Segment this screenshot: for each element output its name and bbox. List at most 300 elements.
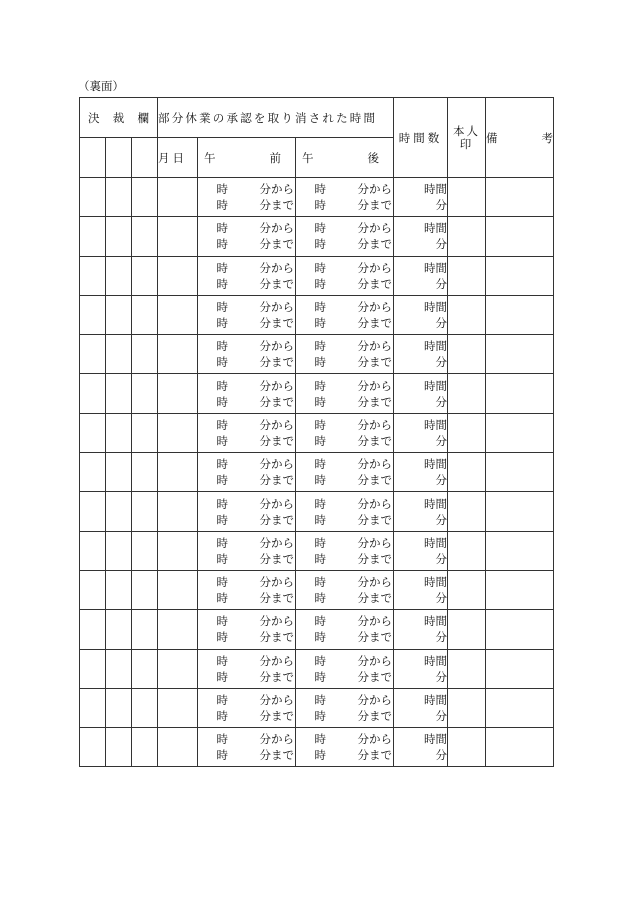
minute-from-label: 分から (259, 221, 294, 236)
minute-to-label: 分まで (357, 394, 392, 409)
minutes-label: 分 (435, 551, 447, 566)
am-time-cell[interactable] (198, 610, 296, 649)
hours-count-cell[interactable] (394, 728, 448, 767)
approver-seal-cell[interactable] (132, 178, 158, 217)
minutes-label: 分 (435, 198, 447, 213)
date-cell[interactable] (158, 256, 198, 295)
remarks-cell[interactable] (486, 570, 554, 609)
approver-seal-cell[interactable] (132, 531, 158, 570)
minute-to-label: 分まで (259, 748, 294, 763)
hours-count-cell[interactable] (394, 610, 448, 649)
hour-label: 時 (216, 433, 228, 448)
minute-to-label: 分まで (357, 591, 392, 606)
minute-to-label: 分まで (357, 709, 392, 723)
hour-label: 時 (216, 732, 228, 747)
hour-label: 時 (216, 653, 228, 668)
hours-label: 時間 (424, 457, 447, 472)
personal-seal-cell[interactable] (448, 610, 486, 649)
am-time-cell[interactable] (198, 335, 296, 374)
minute-from-label: 分から (259, 300, 294, 315)
approver-seal-cell[interactable] (106, 728, 132, 767)
approver-seal-cell[interactable] (106, 217, 132, 256)
hour-label: 時 (216, 614, 228, 629)
approver-seal-cell[interactable] (132, 374, 158, 413)
hour-label: 時 (314, 316, 326, 331)
approver-seal-cell[interactable] (80, 256, 106, 295)
table-row (80, 649, 554, 688)
hour-label: 時 (216, 394, 228, 409)
hour-label: 時 (216, 473, 228, 488)
minutes-label: 分 (435, 394, 447, 409)
remarks-cell[interactable] (486, 217, 554, 256)
hour-label: 時 (314, 237, 326, 252)
remarks-cell[interactable] (486, 374, 554, 413)
minute-from-label: 分から (357, 417, 392, 432)
hours-label: 時間 (424, 182, 447, 197)
approver-seal-cell[interactable] (80, 178, 106, 217)
table-row (80, 453, 554, 492)
kessai-header (80, 98, 158, 138)
hour-label: 時 (314, 512, 326, 527)
minute-to-label: 分まで (357, 316, 392, 331)
hour-label: 時 (314, 221, 326, 236)
minute-to-label: 分まで (357, 473, 392, 488)
remarks-cell[interactable] (486, 413, 554, 452)
approver-seal-cell[interactable] (132, 570, 158, 609)
minute-from-label: 分から (357, 732, 392, 747)
hours-count-cell[interactable] (394, 570, 448, 609)
date-cell[interactable] (158, 178, 198, 217)
approver-seal-cell[interactable] (106, 492, 132, 531)
am-time-cell[interactable] (198, 217, 296, 256)
approver-seal-cell[interactable] (132, 492, 158, 531)
minute-from-label: 分から (357, 653, 392, 668)
remarks-cell[interactable] (486, 649, 554, 688)
date-cell[interactable] (158, 610, 198, 649)
pm-char-2: 後 (367, 150, 379, 165)
pm-time-cell[interactable] (296, 374, 394, 413)
am-time-cell[interactable] (198, 413, 296, 452)
hours-label: 時間 (424, 535, 447, 550)
am-header (198, 138, 296, 178)
date-header: 月日 (158, 138, 198, 178)
hours-count-cell[interactable] (394, 453, 448, 492)
hours-count-cell[interactable] (394, 335, 448, 374)
hours-count-cell[interactable] (394, 374, 448, 413)
hours-label: 時間 (424, 300, 447, 315)
approver-seal-cell[interactable] (132, 688, 158, 727)
minute-to-label: 分まで (357, 355, 392, 370)
hours-label: 時間 (424, 575, 447, 590)
minute-from-label: 分から (357, 378, 392, 393)
hours-label: 時間 (424, 260, 447, 275)
am-time-cell[interactable] (198, 178, 296, 217)
personal-seal-cell[interactable] (448, 531, 486, 570)
approver-seal-cell[interactable] (106, 610, 132, 649)
pm-time-cell[interactable] (296, 610, 394, 649)
minute-from-label: 分から (259, 653, 294, 668)
minutes-label: 分 (435, 512, 447, 527)
minute-to-label: 分まで (259, 198, 294, 213)
hour-label: 時 (216, 693, 228, 707)
approver-seal-cell[interactable] (106, 688, 132, 727)
kessai-char-2: 裁 (112, 110, 125, 125)
approver-seal-cell[interactable] (106, 531, 132, 570)
remarks-cell[interactable] (486, 178, 554, 217)
approver-seal-cell[interactable] (80, 295, 106, 334)
hour-label: 時 (216, 378, 228, 393)
hours-label: 時間 (424, 732, 447, 747)
hour-label: 時 (314, 394, 326, 409)
pm-time-cell[interactable] (296, 453, 394, 492)
approver-seal-cell[interactable] (80, 531, 106, 570)
approver-seal-cell[interactable] (106, 453, 132, 492)
personal-seal-cell[interactable] (448, 295, 486, 334)
minute-from-label: 分から (259, 496, 294, 511)
hour-label: 時 (314, 496, 326, 511)
hours-count-cell[interactable] (394, 217, 448, 256)
date-cell[interactable] (158, 531, 198, 570)
hour-label: 時 (216, 417, 228, 432)
personal-seal-cell[interactable] (448, 217, 486, 256)
remarks-cell[interactable] (486, 335, 554, 374)
approver-seal-cell[interactable] (80, 492, 106, 531)
hours-count-cell[interactable] (394, 256, 448, 295)
personal-seal-cell[interactable] (448, 453, 486, 492)
hour-label: 時 (216, 355, 228, 370)
hour-label: 時 (216, 339, 228, 354)
minute-from-label: 分から (259, 693, 294, 707)
date-cell[interactable] (158, 453, 198, 492)
approver-seal-cell[interactable] (80, 335, 106, 374)
personal-seal-cell[interactable] (448, 728, 486, 767)
date-cell[interactable] (158, 413, 198, 452)
pm-time-cell[interactable] (296, 649, 394, 688)
pm-header (296, 138, 394, 178)
hour-label: 時 (216, 276, 228, 291)
hour-label: 時 (314, 693, 326, 707)
personal-seal-cell[interactable] (448, 256, 486, 295)
pm-time-cell[interactable] (296, 688, 394, 727)
cancelled-time-title: 部分休業の承認を取り消された時間 (158, 98, 394, 138)
approver-seal-cell[interactable] (80, 610, 106, 649)
hour-label: 時 (314, 339, 326, 354)
approver-seal-cell[interactable] (132, 649, 158, 688)
page-caption: （裏面） (78, 79, 124, 93)
minutes-label: 分 (435, 669, 447, 684)
hour-label: 時 (216, 182, 228, 197)
hour-label: 時 (314, 575, 326, 590)
table-row (80, 413, 554, 452)
pm-time-cell[interactable] (296, 492, 394, 531)
personal-seal-header (448, 98, 486, 178)
hour-label: 時 (314, 614, 326, 629)
minute-to-label: 分まで (357, 669, 392, 684)
personal-seal-cell[interactable] (448, 649, 486, 688)
approver-seal-cell[interactable] (106, 374, 132, 413)
remarks-cell[interactable] (486, 688, 554, 727)
pm-time-cell[interactable] (296, 217, 394, 256)
personal-seal-line2: 印 (459, 136, 474, 151)
hour-label: 時 (314, 709, 326, 723)
minute-from-label: 分から (357, 535, 392, 550)
date-cell[interactable] (158, 217, 198, 256)
minute-from-label: 分から (259, 535, 294, 550)
am-time-cell[interactable] (198, 492, 296, 531)
pm-time-cell[interactable] (296, 728, 394, 767)
minutes-label: 分 (435, 433, 447, 448)
am-time-cell[interactable] (198, 728, 296, 767)
hours-label: 時間 (424, 496, 447, 511)
minute-from-label: 分から (357, 496, 392, 511)
remarks-cell[interactable] (486, 295, 554, 334)
hour-label: 時 (216, 457, 228, 472)
hour-label: 時 (216, 221, 228, 236)
minute-from-label: 分から (259, 378, 294, 393)
date-cell[interactable] (158, 295, 198, 334)
hours-label: 時間 (424, 378, 447, 393)
minute-to-label: 分まで (259, 237, 294, 252)
approver-seal-cell[interactable] (80, 374, 106, 413)
personal-seal-cell[interactable] (448, 570, 486, 609)
hour-label: 時 (314, 473, 326, 488)
minute-to-label: 分まで (357, 433, 392, 448)
approver-seal-cell[interactable] (80, 570, 106, 609)
minute-to-label: 分まで (357, 551, 392, 566)
pm-time-cell[interactable] (296, 295, 394, 334)
table-row (80, 295, 554, 334)
table-row (80, 335, 554, 374)
minute-from-label: 分から (259, 417, 294, 432)
approver-seal-cell[interactable] (80, 728, 106, 767)
am-time-cell[interactable] (198, 649, 296, 688)
approver-seal-cell[interactable] (106, 295, 132, 334)
date-cell[interactable] (158, 688, 198, 727)
personal-seal-line1: 本人 (453, 123, 480, 138)
hour-label: 時 (314, 260, 326, 275)
remarks-char-1: 備 (486, 130, 498, 145)
approver-seal-cell[interactable] (132, 453, 158, 492)
hours-count-cell[interactable] (394, 531, 448, 570)
approver-seal-cell[interactable] (132, 335, 158, 374)
table-row (80, 178, 554, 217)
personal-seal-cell[interactable] (448, 374, 486, 413)
approver-seal-cell[interactable] (80, 217, 106, 256)
am-time-cell[interactable] (198, 531, 296, 570)
minute-to-label: 分まで (259, 709, 294, 723)
minutes-label: 分 (435, 630, 447, 645)
hour-label: 時 (314, 653, 326, 668)
table-row (80, 217, 554, 256)
hour-label: 時 (216, 198, 228, 213)
hours-count-cell[interactable] (394, 295, 448, 334)
minute-from-label: 分から (357, 575, 392, 590)
table-row (80, 688, 554, 727)
remarks-header (486, 98, 554, 178)
approver-cell-3 (132, 138, 158, 178)
pm-time-cell[interactable] (296, 570, 394, 609)
approver-seal-cell[interactable] (132, 217, 158, 256)
hour-label: 時 (314, 417, 326, 432)
approver-seal-cell[interactable] (132, 256, 158, 295)
minute-to-label: 分まで (357, 198, 392, 213)
minutes-label: 分 (435, 237, 447, 252)
minute-from-label: 分から (357, 260, 392, 275)
remarks-cell[interactable] (486, 531, 554, 570)
table-row (80, 610, 554, 649)
personal-seal-cell[interactable] (448, 335, 486, 374)
hour-label: 時 (314, 300, 326, 315)
hour-label: 時 (314, 198, 326, 213)
remarks-cell[interactable] (486, 256, 554, 295)
minute-to-label: 分まで (357, 748, 392, 763)
hour-label: 時 (314, 355, 326, 370)
pm-time-cell[interactable] (296, 531, 394, 570)
hour-label: 時 (216, 496, 228, 511)
approver-seal-cell[interactable] (106, 570, 132, 609)
hour-label: 時 (314, 535, 326, 550)
hour-label: 時 (314, 748, 326, 763)
am-char-2: 前 (269, 150, 281, 165)
hours-count-cell[interactable] (394, 688, 448, 727)
hour-label: 時 (314, 433, 326, 448)
remarks-cell[interactable] (486, 453, 554, 492)
hours-label: 時間 (424, 221, 447, 236)
cancellation-record-table (79, 97, 554, 767)
personal-seal-cell[interactable] (448, 688, 486, 727)
minute-from-label: 分から (259, 457, 294, 472)
hours-label: 時間 (424, 653, 447, 668)
approver-seal-cell[interactable] (80, 649, 106, 688)
approver-seal-cell[interactable] (106, 413, 132, 452)
am-time-cell[interactable] (198, 570, 296, 609)
hour-label: 時 (314, 457, 326, 472)
am-time-cell[interactable] (198, 374, 296, 413)
approver-cell-2 (106, 138, 132, 178)
minute-from-label: 分から (357, 693, 392, 707)
table-row (80, 374, 554, 413)
am-time-cell[interactable] (198, 453, 296, 492)
approver-seal-cell[interactable] (132, 295, 158, 334)
minute-to-label: 分まで (259, 433, 294, 448)
minutes-label: 分 (435, 748, 447, 763)
pm-char-1: 午 (302, 150, 314, 165)
pm-time-cell[interactable] (296, 178, 394, 217)
approver-seal-cell[interactable] (132, 610, 158, 649)
minute-to-label: 分まで (259, 591, 294, 606)
personal-seal-cell[interactable] (448, 492, 486, 531)
personal-seal-cell[interactable] (448, 413, 486, 452)
minute-to-label: 分まで (259, 551, 294, 566)
date-cell[interactable] (158, 492, 198, 531)
am-time-cell[interactable] (198, 256, 296, 295)
remarks-cell[interactable] (486, 728, 554, 767)
hour-label: 時 (216, 575, 228, 590)
minute-from-label: 分から (259, 339, 294, 354)
pm-time-cell[interactable] (296, 256, 394, 295)
minute-from-label: 分から (259, 182, 294, 197)
approver-seal-cell[interactable] (106, 335, 132, 374)
remarks-char-2: 考 (541, 130, 553, 145)
minute-from-label: 分から (357, 221, 392, 236)
date-cell[interactable] (158, 374, 198, 413)
approver-seal-cell[interactable] (106, 178, 132, 217)
hour-label: 時 (216, 709, 228, 723)
minute-to-label: 分まで (357, 276, 392, 291)
am-time-cell[interactable] (198, 688, 296, 727)
approver-seal-cell[interactable] (80, 413, 106, 452)
pm-time-cell[interactable] (296, 335, 394, 374)
remarks-cell[interactable] (486, 610, 554, 649)
minute-from-label: 分から (259, 732, 294, 747)
table-row (80, 531, 554, 570)
approver-seal-cell[interactable] (80, 688, 106, 727)
approver-seal-cell[interactable] (80, 453, 106, 492)
minute-from-label: 分から (357, 339, 392, 354)
date-cell[interactable] (158, 335, 198, 374)
hour-label: 時 (314, 276, 326, 291)
approver-seal-cell[interactable] (132, 413, 158, 452)
minute-from-label: 分から (357, 300, 392, 315)
hour-label: 時 (216, 237, 228, 252)
hours-count-cell[interactable] (394, 178, 448, 217)
date-cell[interactable] (158, 649, 198, 688)
hours-count-cell[interactable] (394, 492, 448, 531)
hours-label: 時間 (424, 614, 447, 629)
kessai-char-3: 欄 (137, 110, 149, 125)
hours-count-cell[interactable] (394, 649, 448, 688)
hour-label: 時 (314, 732, 326, 747)
hour-label: 時 (216, 512, 228, 527)
approver-seal-cell[interactable] (106, 256, 132, 295)
personal-seal-cell[interactable] (448, 178, 486, 217)
hours-count-header: 時間数 (394, 98, 448, 178)
minute-to-label: 分まで (259, 276, 294, 291)
hours-count-cell[interactable] (394, 413, 448, 452)
minutes-label: 分 (435, 591, 447, 606)
hours-label: 時間 (424, 339, 447, 354)
minutes-label: 分 (435, 276, 447, 291)
remarks-cell[interactable] (486, 492, 554, 531)
hour-label: 時 (216, 300, 228, 315)
hour-label: 時 (314, 182, 326, 197)
date-cell[interactable] (158, 728, 198, 767)
minute-to-label: 分まで (357, 630, 392, 645)
approver-seal-cell[interactable] (132, 728, 158, 767)
minute-from-label: 分から (357, 614, 392, 629)
hour-label: 時 (216, 260, 228, 275)
minute-to-label: 分まで (259, 355, 294, 370)
kessai-char-1: 決 (88, 110, 100, 125)
minute-to-label: 分まで (259, 669, 294, 684)
pm-time-cell[interactable] (296, 413, 394, 452)
minute-to-label: 分まで (259, 473, 294, 488)
approver-seal-cell[interactable] (106, 649, 132, 688)
hour-label: 時 (216, 669, 228, 684)
approver-cell-1 (80, 138, 106, 178)
hour-label: 時 (216, 591, 228, 606)
table-row (80, 728, 554, 767)
hour-label: 時 (314, 378, 326, 393)
hour-label: 時 (314, 669, 326, 684)
hour-label: 時 (314, 551, 326, 566)
hour-label: 時 (314, 630, 326, 645)
date-cell[interactable] (158, 570, 198, 609)
am-time-cell[interactable] (198, 295, 296, 334)
minutes-label: 分 (435, 355, 447, 370)
minute-to-label: 分まで (259, 316, 294, 331)
minute-from-label: 分から (357, 182, 392, 197)
